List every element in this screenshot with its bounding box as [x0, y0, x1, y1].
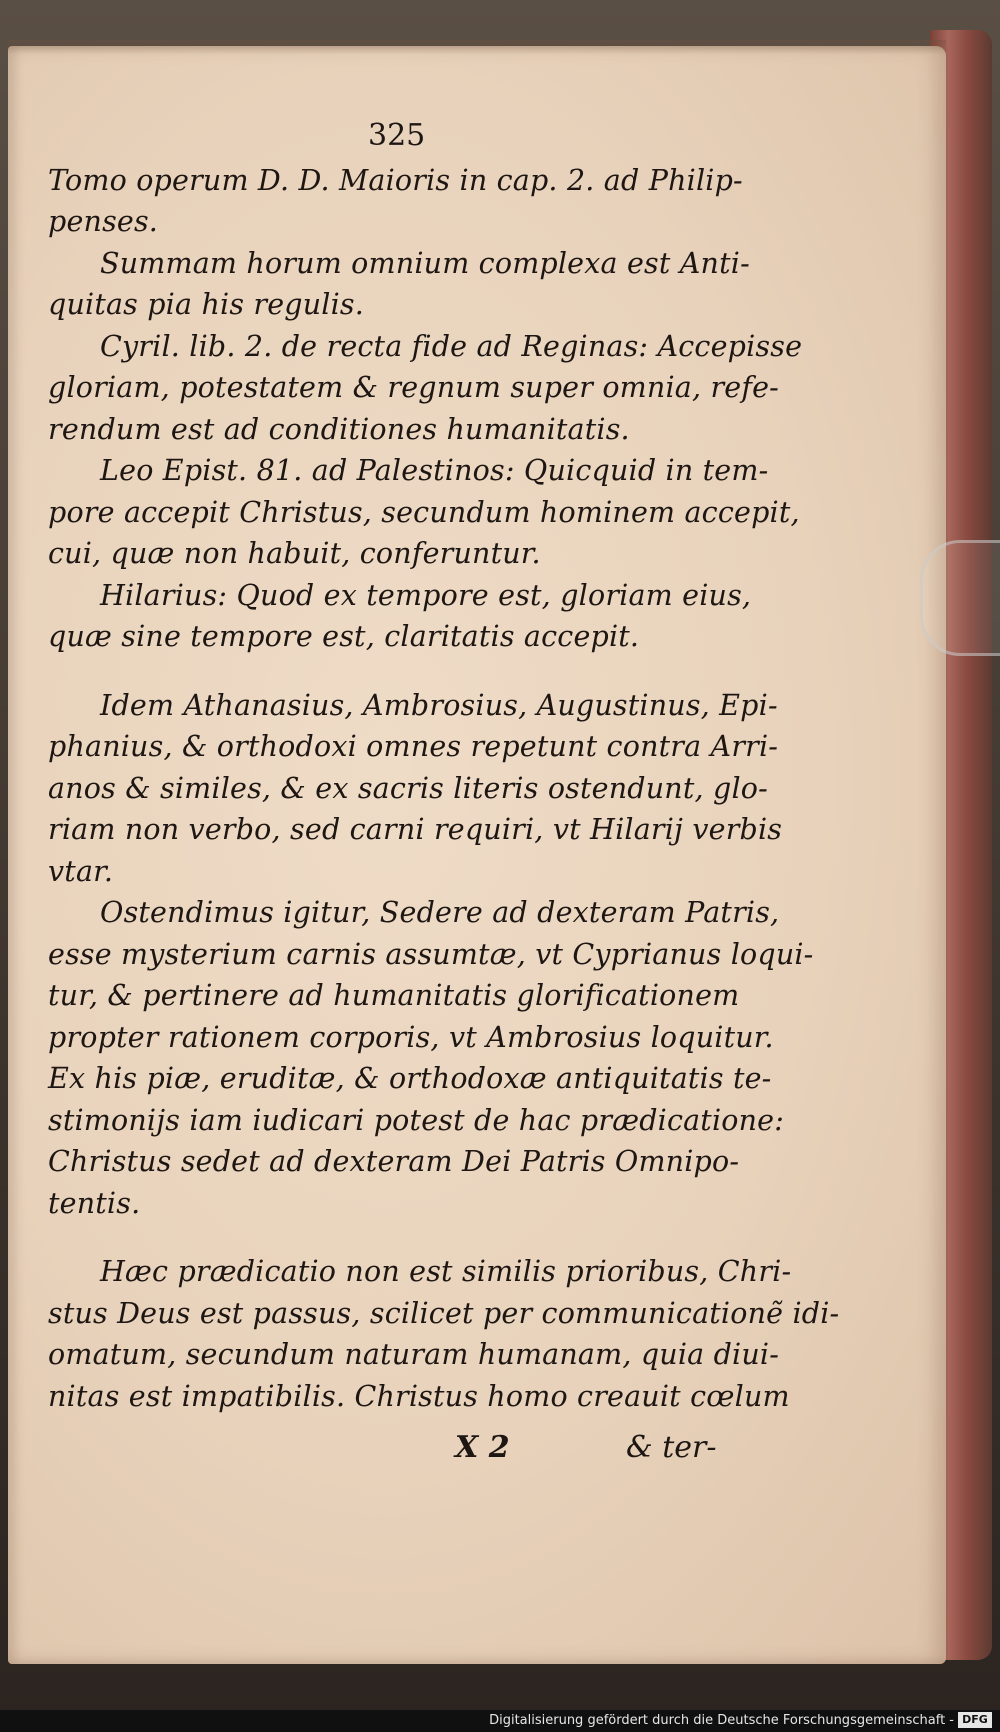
text-line: gloriam, potestatem & regnum super omnia, refe-: [48, 371, 780, 404]
text-line: Christus sedet ad dexteram Dei Patris Omnipo-: [48, 1145, 740, 1178]
text-line: Leo Epist. 81. ad Palestinos: Quicquid in tem-: [100, 454, 769, 487]
dfg-logo: DFG: [958, 1712, 992, 1728]
page-text: [48, 118, 840, 1417]
page-number: 325: [368, 118, 426, 153]
credit-bar: [0, 1710, 1000, 1732]
text-line: Hæc prædicatio non est similis prioribus, Chri-: [100, 1255, 792, 1288]
text-line: esse mysterium carnis assumtæ, vt Cyprianus loqui-: [48, 937, 814, 971]
text-line: nitas est impatibilis. Christus homo creauit cœlum: [48, 1379, 790, 1413]
text-line: cui, quæ non habuit, conferuntur.: [48, 537, 541, 570]
text-line: quitas pia his regulis.: [48, 288, 365, 321]
text-line: riam non verbo, sed carni requiri, vt Hilarij verbis: [48, 813, 783, 846]
credit-text: Digitalisierung gefördert durch die Deutsche Forschungsgemeinschaft -: [489, 1713, 954, 1728]
text-line: anos & similes, & ex sacris literis ostendunt, glo-: [48, 771, 768, 805]
text-line: penses.: [48, 205, 159, 238]
page-top-shade: [8, 40, 946, 54]
paragraph-gap: [48, 658, 748, 685]
catchword: & ter-: [626, 1430, 717, 1465]
signature-mark: X 2: [455, 1430, 510, 1465]
text-lines: [48, 160, 840, 1418]
text-line: propter rationem corporis, vt Ambrosius loquitur.: [48, 1020, 774, 1054]
text-line: Ostendimus igitur, Sedere ad dexteram Patris,: [100, 896, 780, 929]
text-line: vtar.: [48, 854, 114, 888]
text-line: stimonijs iam iudicari potest de hac prædicatione:: [48, 1103, 785, 1137]
text-line: omatum, secundum naturam humanam, quia diui-: [48, 1338, 780, 1371]
text-line: Idem Athanasius, Ambrosius, Augustinus, Epi-: [100, 688, 778, 722]
text-line: Cyril. lib. 2. de recta fide ad Reginas: Accepisse: [100, 329, 803, 363]
text-line: Tomo operum D. D. Maioris in cap. 2. ad Philip-: [48, 163, 743, 197]
paragraph-gap: [48, 1224, 748, 1251]
page-footer: [0, 1430, 760, 1470]
text-line: rendum est ad conditiones humanitatis.: [48, 412, 630, 446]
text-line: quæ sine tempore est, claritatis accepit.: [48, 620, 640, 653]
text-line: tur, & pertinere ad humanitatis glorificationem: [48, 979, 740, 1012]
text-line: Summam horum omnium complexa est Anti-: [100, 246, 750, 280]
text-line: Hilarius: Quod ex tempore est, gloriam eius,: [100, 578, 752, 612]
text-line: pore accepit Christus, secundum hominem accepit,: [48, 495, 800, 529]
text-line: phanius, & orthodoxi omnes repetunt contra Arri-: [48, 730, 779, 763]
text-line: stus Deus est passus, scilicet per communicationẽ idi-: [48, 1296, 840, 1330]
text-line: Ex his piæ, eruditæ, & orthodoxæ antiquitatis te-: [48, 1062, 772, 1095]
page-clip: [920, 540, 1000, 656]
text-line: tentis.: [48, 1186, 141, 1220]
